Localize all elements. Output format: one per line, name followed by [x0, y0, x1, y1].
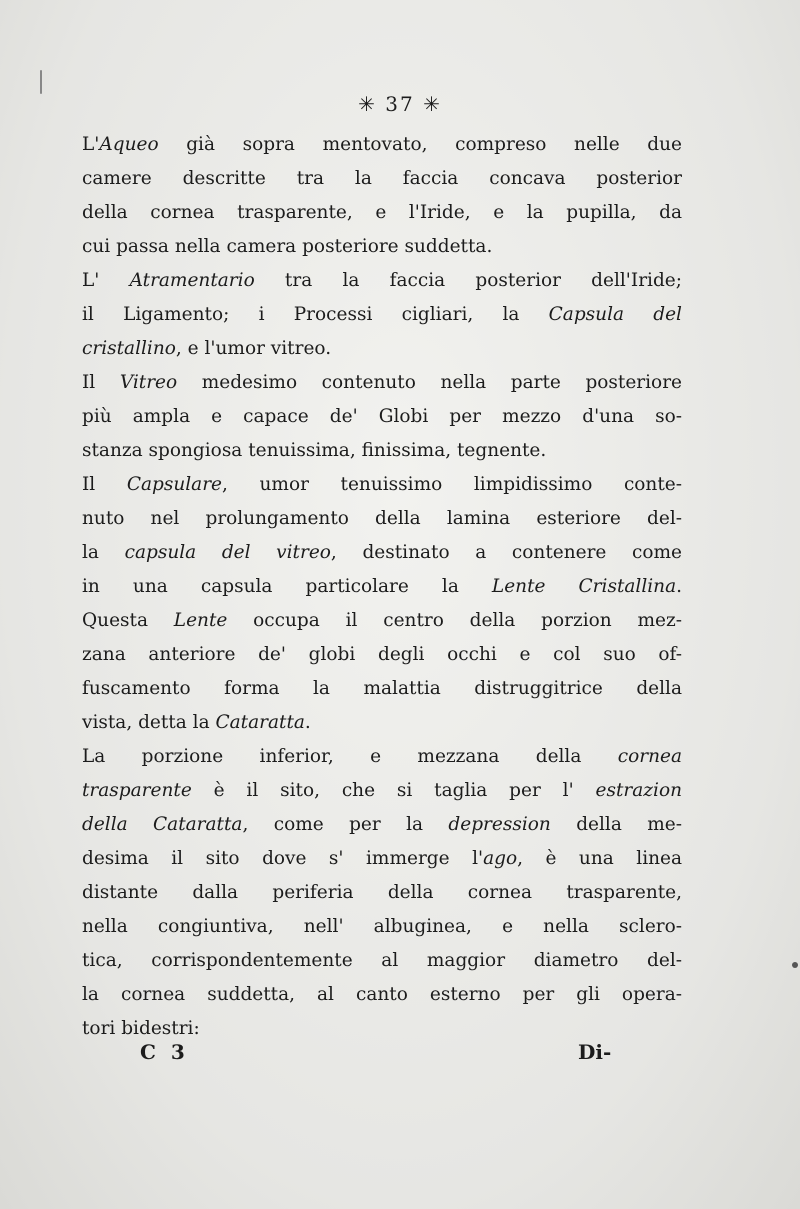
text-line [82, 332, 682, 366]
text-line [82, 264, 682, 298]
italic-term: cristallino [82, 338, 176, 359]
text-run: vista, detta la [82, 712, 216, 733]
text-run: fuscamento forma la malattia distruggitrice della [82, 678, 682, 699]
italic-term: Aqueo [99, 134, 159, 155]
text-run: occupa il centro della porzion mez- [227, 610, 682, 631]
italic-term: Atramentario [129, 270, 255, 291]
page-number: ✳ 37 ✳ [358, 92, 442, 116]
text-run: . [676, 576, 682, 597]
text-line [82, 400, 682, 434]
text-line [82, 502, 682, 536]
text-run: , umor tenuissimo limpidissimo conte- [222, 474, 682, 495]
text-line [82, 230, 682, 264]
text-line [82, 536, 682, 570]
text-line [82, 196, 682, 230]
text-run: nella congiuntiva, nell' albuginea, e nella sclero- [82, 916, 682, 937]
text-line [82, 944, 682, 978]
text-run: Il [82, 474, 127, 495]
text-run: il Ligamento; i Processi cigliari, la [82, 304, 549, 325]
text-line [82, 468, 682, 502]
text-line [82, 740, 682, 774]
italic-term: estrazion [595, 780, 682, 801]
italic-term: ago [483, 848, 518, 869]
body-text [82, 128, 682, 1046]
text-line [82, 162, 682, 196]
text-line [82, 808, 682, 842]
text-line [82, 706, 682, 740]
text-line [82, 774, 682, 808]
italic-term: capsula del vitreo [124, 542, 331, 563]
text-run: della me- [550, 814, 682, 835]
text-run: stanza spongiosa tenuissima, finissima, tegnente. [82, 440, 547, 461]
text-line [82, 978, 682, 1012]
text-run: distante dalla periferia della cornea trasparente, [82, 882, 682, 903]
text-run: , destinato a contenere come [330, 542, 683, 563]
text-line [82, 910, 682, 944]
text-run: tori bidestri: [82, 1018, 200, 1039]
text-run: Il [82, 372, 120, 393]
text-run: L' [82, 270, 130, 291]
text-line [82, 570, 682, 604]
text-line [82, 434, 682, 468]
text-run: tica, corrispondentemente al maggior diametro del- [82, 950, 682, 971]
text-run: medesimo contenuto nella parte posteriore [177, 372, 682, 393]
italic-term: della Cataratta [82, 814, 243, 835]
italic-term: cornea [617, 746, 682, 767]
text-line [82, 128, 682, 162]
italic-term: Capsulare [126, 474, 223, 495]
text-line [82, 604, 682, 638]
text-run: La porzione inferior, e mezzana della [82, 746, 618, 767]
text-run: . [304, 712, 311, 733]
italic-term: Lente Cristallina [491, 576, 677, 597]
text-run: camere descritte tra la faccia concava posterior [82, 168, 682, 189]
text-line [82, 672, 682, 706]
text-run: della cornea trasparente, e l'Iride, e la pupilla, da [82, 202, 682, 223]
italic-term: Vitreo [119, 372, 178, 393]
text-run: già sopra mentovato, compreso nelle due [158, 134, 682, 155]
text-run: , e l'umor vitreo. [175, 338, 332, 359]
text-run: zana anteriore de' globi degli occhi e col suo of- [82, 644, 682, 665]
text-run: Questa [82, 610, 174, 631]
paper-speck [792, 962, 798, 968]
italic-term: depression [448, 814, 551, 835]
text-run: in una capsula particolare la [82, 576, 492, 597]
italic-term: Lente [173, 610, 228, 631]
text-line [82, 638, 682, 672]
text-run: è il sito, che si taglia per l' [191, 780, 596, 801]
text-line [82, 366, 682, 400]
text-run: la cornea suddetta, al canto esterno per gli opera- [82, 984, 682, 1005]
text-line [82, 298, 682, 332]
text-run: più ampla e capace de' Globi per mezzo d'una so- [82, 406, 682, 427]
catchword: Di- [578, 1040, 612, 1064]
text-run: cui passa nella camera posteriore suddetta. [82, 236, 493, 257]
text-run: , è una linea [517, 848, 682, 869]
text-run: tra la faccia posterior dell'Iride; [254, 270, 682, 291]
italic-term: trasparente [82, 780, 192, 801]
text-run: L' [82, 134, 100, 155]
text-line [82, 876, 682, 910]
text-line [82, 842, 682, 876]
text-run: , come per la [242, 814, 449, 835]
italic-term: Cataratta [215, 712, 305, 733]
paper-speck [40, 70, 42, 94]
signature-mark: C 3 [140, 1040, 189, 1064]
text-run: desima il sito dove s' immerge l' [82, 848, 484, 869]
text-run: la [82, 542, 125, 563]
italic-term: Capsula del [548, 304, 682, 325]
text-run: nuto nel prolungamento della lamina esteriore del- [82, 508, 682, 529]
